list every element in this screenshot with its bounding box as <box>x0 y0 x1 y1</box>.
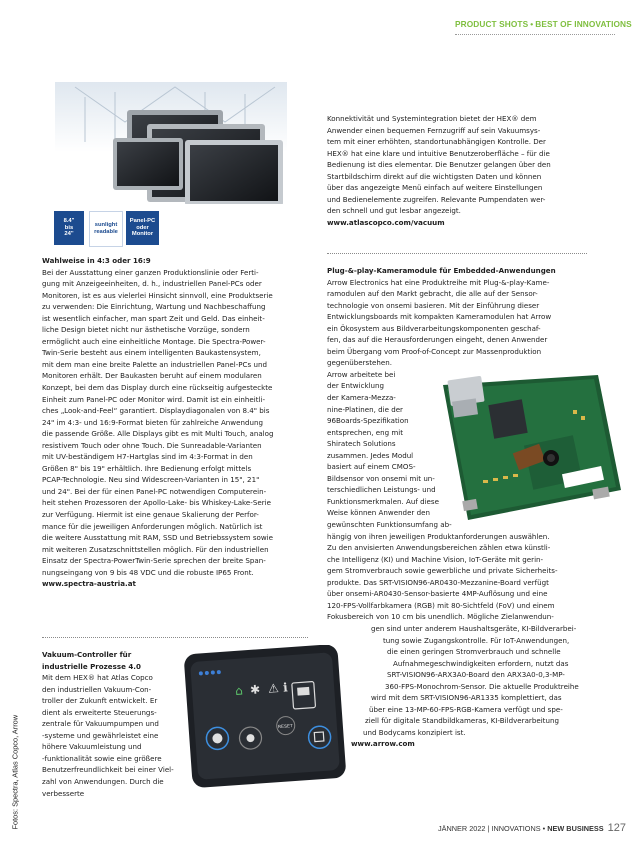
text-line: produkte. Das SRT-VISION96-AR0430-Mezzanine-Board verfügt <box>327 577 549 587</box>
text-line: fen, das auf die Herausforderungen eingeht, denen Anwender <box>327 335 548 345</box>
text-line: ist wesentlich einfacher, man spart Zeit und Geld. Das einheit- <box>42 313 265 323</box>
text-line: gewünschten Funktionsumfang ab- <box>327 520 452 530</box>
section-left: PRODUCT SHOTS <box>455 19 529 29</box>
page-number: 127 <box>607 822 626 834</box>
article-divider <box>327 253 587 254</box>
text-line: Einsatz der Spectra-PowerTwin-Serie sprechen der breite Span- <box>42 556 266 566</box>
svg-text:✱: ✱ <box>249 682 261 697</box>
text-line: über eine 13-MP-60-FPS-RGB-Kamera verfügt und spe- <box>369 704 563 714</box>
svg-text:⌂: ⌂ <box>234 683 244 699</box>
text-line: zahl von Anwendungen. Durch die verbesserte <box>42 777 164 798</box>
text-line: hängig von ihren jeweiligen Produktanforderungen auswählen. <box>327 531 550 541</box>
text-line: Arrow arbeitete bei <box>327 369 396 379</box>
text-line: nine-Platinen, die der <box>327 404 403 414</box>
text-line: ziell für digitale Standbildkameras, KI-Bildverarbeitung <box>365 716 559 726</box>
text-line: Startbildschirm direkt auf die wichtigsten Daten und können <box>327 171 542 181</box>
text-line: zentrale für Vakuumpumpen und <box>42 719 159 729</box>
text-line: heit stehen Prozessoren der Apollo-Lake- bis Whiskey-Lake-Serie <box>42 498 271 508</box>
article-link[interactable]: www.spectra-austria.at <box>42 579 136 589</box>
footer-magazine: INNOVATIONS <box>491 824 541 833</box>
text-line: Größen 8" bis 19" erhältlich. Ihre Bedienung erfolgt mittels <box>42 463 252 473</box>
article-atlas-copco-continued <box>327 113 585 228</box>
reset-label: RESET <box>277 723 293 730</box>
text-line: liche Design bietet nicht nur ästhetische Vorzüge, sondern <box>42 325 250 335</box>
text-line: mit UV-beständigem H7-Hartglas sind im 4:3-Format in den <box>42 452 253 462</box>
text-line: zusammen. Jedes Modul <box>327 450 414 460</box>
text-line: der Entwicklung <box>327 381 385 391</box>
text-line: über das angezeigte Menü einfach auf weitere Einstellungen <box>327 183 543 193</box>
article-body-wrap <box>327 623 585 738</box>
text-line: Einheit zum Panel-PC oder Monitor wird. Damit ist ein einheitli- <box>42 394 266 404</box>
article-link[interactable]: www.arrow.com <box>351 739 415 749</box>
text-line: Anwender einen bequemen Fernzugriff auf sein Vakuumsys- <box>327 125 541 135</box>
article-divider <box>42 637 308 638</box>
text-line: Konzept, bei dem das Display durch eine rückseitig aufgesteckte <box>42 383 273 393</box>
panel-pc-product-image <box>55 82 287 212</box>
text-line: zur Verfügung. Hiermit ist eine genaue Skalierung der Perfor- <box>42 510 259 520</box>
footer-month: JÄNNER 2022 <box>438 824 486 833</box>
text-line: höhere Vakuumleistung und <box>42 742 142 752</box>
text-line: SRT-VISION96-ARX3A0-Board den ARX3A0-0,3-MP- <box>387 670 565 680</box>
text-line: technologie von onsemi basieren. Mit der Einführung dieser <box>327 300 540 310</box>
text-line: Fokusbereich von 10 cm bis unendlich. Mögliche Zielanwendun- <box>327 612 554 622</box>
article-body <box>327 113 585 217</box>
text-line: dient als erweiterte Steuerungs- <box>42 707 157 717</box>
text-line: mance für die jeweiligen Anforderungen möglich. Natürlich ist <box>42 521 263 531</box>
article-title: Plug-&-play-Kameramodule für Embedded-Anwendungen <box>327 266 556 275</box>
text-line: troller der Zukunft entwickelt. Er <box>42 696 158 706</box>
text-line: -funktionalität sowie eine größere <box>42 753 162 763</box>
text-line: resistivem Touch oder ohne Touch. Die Sunreadable-Varianten <box>42 440 262 450</box>
article-spectra <box>42 255 308 590</box>
text-line: basiert auf einem CMOS- <box>327 462 416 472</box>
article-body <box>327 277 585 369</box>
article-title: Wahlweise in 4:3 oder 16:9 <box>42 256 151 265</box>
header-divider <box>455 34 615 35</box>
text-line: über onsemi-AR0430-Sensor-basierte 4MP-Auflösung und eine <box>327 589 548 599</box>
text-line: Bildsensor von onsemi mit un- <box>327 473 435 483</box>
text-line: entsprechen, eng mit <box>327 427 404 437</box>
text-line: tem mit einer erhöhten, standortunabhängigen Kontrolle. Der <box>327 137 546 147</box>
article-body <box>42 672 202 799</box>
camera-board-image <box>423 370 623 535</box>
text-line: Monitoren erhält. Der Baukasten beruht auf einem modularen <box>42 371 262 381</box>
text-line: che Intelligenz (KI) und Machine Vision, IoT-Geräte mit gerin- <box>327 554 544 564</box>
text-line: gen sind unter anderem Haushaltsgeräte, KI-Bildverarbei- <box>371 623 577 633</box>
text-line: mit weiteren Zusatzschnittstellen möglich. Für den industriellen <box>42 544 269 554</box>
text-line: 96Boards-Spezifikation <box>327 416 409 426</box>
text-line: Arrow Electronics hat eine Produktreihe mit Plug-&-play-Kame- <box>327 277 550 287</box>
section-header: PRODUCT SHOTS • BEST OF INNOVATIONS <box>455 19 632 29</box>
text-line: gung mit Anzeigeeinheiten, d. h., industriellen Panel-PCs oder <box>42 279 262 289</box>
text-line: Bei der Ausstattung einer ganzen Produktionslinie oder Ferti- <box>42 267 259 277</box>
svg-text:ℹ: ℹ <box>282 680 289 695</box>
badge-sunlight: sunlight readable <box>89 211 123 247</box>
text-line: -systeme und gewährleistet eine <box>42 730 159 740</box>
text-line: den schnell und gut lesbar angezeigt. <box>327 206 461 216</box>
text-line: Shiratech Solutions <box>327 439 396 449</box>
text-line: nungseingang von 9 bis 48 VDC und die robuste IP65 Front. <box>42 567 254 577</box>
text-line: Funktionsmerkmalen. Auf diese <box>327 496 439 506</box>
text-line: die weitere Ausstattung mit RAM, SSD und Betriebssystem sowie <box>42 533 273 543</box>
text-line: Weise können Anwender den <box>327 508 430 518</box>
text-line: tung sowie Zugangskontrolle. Für IoT-Anwendungen, <box>383 635 570 645</box>
text-line: gegenüberstehen. <box>327 358 392 368</box>
article-atlas-copco <box>42 649 202 799</box>
page-footer: JÄNNER 2022 | INNOVATIONS • NEW BUSINESS 127 <box>438 822 626 834</box>
footer-magazine-2: NEW BUSINESS <box>547 824 604 833</box>
badge-panel-pc: Panel-PC oder Monitor <box>126 211 159 245</box>
vacuum-controller-image <box>182 645 348 790</box>
text-line: den industriellen Vakuum-Con- <box>42 684 152 694</box>
text-line: die einen geringen Stromverbrauch und schnelle <box>387 647 561 657</box>
text-line: Zu den anvisierten Anwendungsbereichen zählen etwa künstli- <box>327 543 551 553</box>
article-title: industrielle Prozesse 4.0 <box>42 661 141 671</box>
svg-text:⚠: ⚠ <box>267 680 280 696</box>
text-line: 24" im 4:3- und 16:9-Format bieten für zahlreiche Anwendung <box>42 417 263 427</box>
text-line: beim Übergang vom Proof-of-Concept zur Massenproduktion <box>327 346 542 356</box>
text-line: zu verwenden: Die Einrichtung, Wartung und Nachbeschaffung <box>42 302 266 312</box>
article-title: Vakuum-Controller für <box>42 650 132 659</box>
text-line: ches „Look-and-Feel“ garantiert. Displaydiagonalen von 8.4" bis <box>42 406 270 416</box>
text-line: und Bedienelemente zugreifen. Relevante Pumpendaten wer- <box>327 194 546 204</box>
text-line: ermöglicht auch eine einheitliche Montage. Die Spectra-Power- <box>42 336 266 346</box>
text-line: der Kamera-Mezza- <box>327 393 396 403</box>
text-line: 360-FPS-Monochrom-Sensor. Die aktuelle Produktreihe <box>385 681 579 691</box>
text-line: Konnektivität und Systemintegration bietet der HEX® dem <box>327 114 537 123</box>
text-line: ramodulen auf den Markt gebracht, die alle auf der Sensor- <box>327 289 538 299</box>
text-line: Bedienung ist dies elementar. Die Benutzer gelangen über den <box>327 160 551 170</box>
text-line: Monitoren, ist es aus vielerlei Hinsicht sinnvoll, eine Produktserie <box>42 290 273 300</box>
article-link[interactable]: www.atlascopco.com/vacuum <box>327 217 445 227</box>
text-line: Twin-Serie besteht aus einem intelligenten Baukastensystem, <box>42 348 261 358</box>
text-line: und Bodycams konzipiert ist. <box>363 727 466 737</box>
text-line: die passende Größe. Alle Displays gibt es mit Multi Touch, analog <box>42 429 274 439</box>
text-line: PCAP-Technologie. Neu sind Widescreen-Varianten in 15", 21" <box>42 475 260 485</box>
text-line: 120-FPS-Vollfarbkamera (RGB) mit 80-Sichtfeld (FoV) und einem <box>327 600 555 610</box>
text-line: mit dem man eine breite Palette an industriellen Panel-PCs und <box>42 359 267 369</box>
text-line: Entwicklungsboards mit kompakten Kameramodulen hat Arrow <box>327 312 552 322</box>
photo-credit: Fotos: Spectra, Atlas Copco, Arrow <box>10 714 20 830</box>
text-line: Benutzerfreundlichkeit bei einer Viel- <box>42 765 174 775</box>
text-line: terschiedlichen Leistungs- und <box>327 485 436 495</box>
text-line: gem Stromverbrauch sowie gewerbliche und private Sicherheits- <box>327 566 558 576</box>
section-right: BEST OF INNOVATIONS <box>535 19 632 29</box>
badge-size: 8.4" bis 24" <box>54 211 84 245</box>
article-body <box>42 267 308 579</box>
text-line: Mit dem HEX® hat Atlas Copco <box>42 673 153 683</box>
text-line: Aufnahmegeschwindigkeiten erfordern, nutzt das <box>393 658 569 668</box>
text-line: und 24". Bei der für einen Panel-PC notwendigen Computerein- <box>42 486 267 496</box>
article-body <box>327 531 585 623</box>
text-line: wird mit dem SRT-VISION96-AR1335 komplettiert, das <box>371 693 562 703</box>
text-line: ein Ökosystem aus Bildverarbeitungskomponenten geschaf- <box>327 323 541 333</box>
text-line: HEX® hat eine klare und intuitive Benutzeroberfläche – für die <box>327 148 550 158</box>
